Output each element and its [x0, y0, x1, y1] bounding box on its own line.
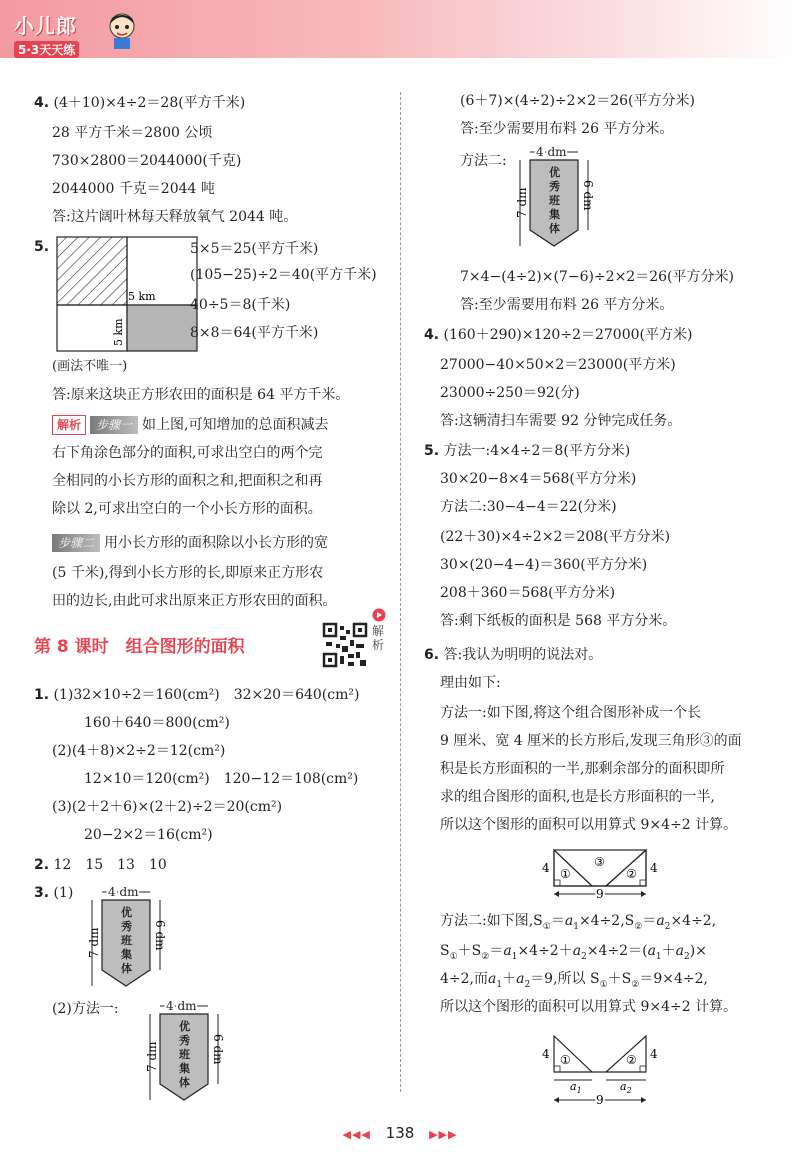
p3-part1: (1)	[53, 885, 74, 901]
fig2-a2: a	[620, 1080, 627, 1093]
p1-line5: (3)(2＋2＋6)×(2＋2)÷2＝20(cm²)	[52, 799, 283, 815]
banner2-top-label: 4 dm	[166, 999, 197, 1013]
analysis-a3: 全相同的小长方形的面积之和,把面积之和再	[52, 473, 323, 489]
banner2-char2: 秀	[179, 1034, 190, 1047]
analysis-tag: 解析	[52, 415, 86, 435]
logo	[14, 10, 79, 58]
mascot-icon	[104, 10, 140, 50]
banner3-char4: 集	[549, 208, 560, 221]
r-m1-line3: 7×4−(4÷2)×(7−6)÷2×2＝26(平方分米)	[460, 269, 734, 285]
q5-note: (画法不唯一)	[52, 359, 128, 374]
r-q6-method2-b: 所以这个图形的面积可以用算式 9×4÷2 计算。	[440, 999, 738, 1015]
banner1-right-label: 6 dm	[153, 920, 167, 951]
r-m1-answer2: 答:至少需要用布料 26 平方分米。	[460, 297, 674, 313]
play-icon	[372, 608, 386, 622]
banner2-char3: 班	[179, 1048, 190, 1061]
p1-line2: 160＋640＝800(cm²)	[84, 715, 230, 731]
r-q5-line5: 30×(20−4−4)＝360(平方分米)	[440, 557, 648, 573]
q5-calc3: 40÷5＝8(千米)	[190, 297, 291, 313]
footer-arrows-left: ◀◀◀	[342, 1128, 371, 1141]
banner-diagram-1	[80, 884, 180, 992]
r-q5-answer: 答:剩下纸板的面积是 568 平方分米。	[440, 613, 677, 629]
banner3-char5: 体	[549, 222, 560, 235]
banner1-left-label: 7 dm	[87, 927, 101, 958]
banner-diagram-3	[508, 144, 608, 252]
fig2-a1: a	[570, 1080, 577, 1093]
footer-arrows-right: ▶▶▶	[429, 1128, 458, 1141]
p2-answers: 12 15 13 10	[53, 857, 167, 873]
p1-line1: (1)32×10÷2＝160(cm²) 32×20＝640(cm²)	[53, 687, 360, 703]
banner3-char1: 优	[549, 166, 560, 179]
r-q4-line2: 27000−40×50×2＝23000(平方米)	[440, 357, 676, 373]
p1-line3: (2)(4＋8)×2÷2＝12(cm²)	[52, 743, 226, 759]
fig1-width: 9	[596, 887, 604, 901]
q4-line3: 730×2800＝2044000(千克)	[52, 153, 242, 169]
q4-line1: (4＋10)×4÷2＝28(平方千米)	[53, 95, 246, 111]
r-m1-answer1: 答:至少需要用布料 26 平方分米。	[460, 121, 674, 137]
analysis-b1: 用小长方形的面积除以小长方形的宽	[104, 535, 329, 551]
step1-badge: 步骤一	[90, 416, 138, 434]
p1-number: 1.	[34, 687, 50, 703]
banner3-top-label: 4 dm	[536, 145, 567, 159]
banner1-top-label: 4 dm	[108, 885, 139, 899]
p3-part2: (2)方法一:	[52, 1001, 119, 1017]
p1-line6: 20−2×2＝16(cm²)	[84, 827, 213, 843]
fig2-height-right: 4	[650, 1047, 658, 1061]
banner3-char2: 秀	[549, 180, 560, 193]
r-q6-line6: 求的组合图形的面积,也是长方形面积的一半,	[440, 789, 715, 805]
series-name: 5·3天天练	[14, 41, 79, 58]
r-q4-line3: 23000÷250＝92(分)	[440, 385, 580, 401]
step2-badge: 步骤二	[52, 534, 100, 552]
banner1-char1: 优	[121, 906, 132, 919]
analysis-a1: 如上图,可知增加的总面积减去	[142, 417, 329, 433]
banner1-char5: 体	[121, 962, 132, 975]
r-q6-line5: 积是长方形面积的一半,那剩余部分的面积即所	[440, 761, 725, 777]
brand-name: 小儿郎	[14, 14, 77, 38]
r-q5-line1: 方法一:4×4÷2＝8(平方分米)	[443, 443, 631, 459]
triangle-figure-2	[540, 1030, 660, 1110]
banner1-char4: 集	[121, 948, 132, 961]
fig2-height-left: 4	[542, 1047, 550, 1061]
r-q5-line3: 方法二:30−4−4＝22(分米)	[440, 499, 617, 515]
q5-number: 5.	[34, 239, 50, 255]
analysis-b3: 田的边长,由此可求出原来正方形农田的面积。	[52, 593, 337, 609]
r-q6-line7: 所以这个图形的面积可以用算式 9×4÷2 计算。	[440, 817, 738, 833]
r-q4-answer: 答:这辆清扫车需要 92 分钟完成任务。	[440, 413, 682, 429]
banner3-char3: 班	[549, 194, 560, 207]
r-q6-number: 6.	[424, 647, 440, 663]
banner2-right-label: 6 dm	[211, 1034, 225, 1065]
svg-text:a1	[570, 1080, 582, 1095]
analysis-b2: (5 千米),得到小长方形的长,即原来正方形农	[52, 565, 324, 581]
banner2-left-label: 7 dm	[145, 1041, 159, 1072]
q5-calc4: 8×8＝64(平方千米)	[190, 325, 319, 341]
banner2-char1: 优	[179, 1020, 190, 1033]
fig2-a2-sub: 2	[626, 1086, 632, 1095]
r-q6-line2: 理由如下:	[440, 675, 501, 691]
r-q4-line1: (160＋290)×120÷2＝27000(平方米)	[443, 327, 693, 343]
q4-line2: 28 平方千米＝2800 公顷	[52, 125, 213, 141]
p1-line4: 12×10＝120(cm²) 120−12＝108(cm²)	[84, 771, 359, 787]
r-q6-line4: 9 厘米、宽 4 厘米的长方形后,发现三角形③的面	[440, 733, 742, 749]
r-q6-method2-a: 方法二:如下图,S	[440, 913, 543, 929]
analysis-a2: 右下角涂色部分的面积,可求出空白的两个完	[52, 445, 323, 461]
r-q5-line2: 30×20−8×4＝568(平方分米)	[440, 471, 637, 487]
column-divider	[400, 92, 401, 1092]
r-method2-label: 方法二:	[460, 153, 507, 169]
qr-code-icon[interactable]	[322, 622, 368, 668]
r-q4-number: 4.	[424, 327, 440, 343]
p3-number: 3.	[34, 885, 50, 901]
q5-square-diagram	[56, 236, 202, 354]
banner1-char2: 秀	[121, 920, 132, 933]
fig2-width: 9	[596, 1093, 604, 1107]
r-m1-line1: (6＋7)×(4÷2)÷2×2＝26(平方分米)	[460, 93, 695, 109]
banner3-right-label: 6 dm	[581, 180, 595, 211]
q5-label-horizontal: 5 km	[128, 290, 156, 303]
page-footer	[0, 1124, 800, 1142]
banner-diagram-2	[138, 998, 238, 1106]
banner2-char5: 体	[179, 1076, 190, 1089]
page-number: 138	[385, 1124, 415, 1142]
r-q6-line3: 方法一:如下图,将这个组合图形补成一个长	[440, 705, 702, 721]
r-q5-line6: 208＋360＝568(平方分米)	[440, 585, 616, 601]
p2-number: 2.	[34, 857, 50, 873]
fig1-tri3: ③	[594, 855, 605, 869]
q5-answer: 答:原来这块正方形农田的面积是 64 平方千米。	[52, 387, 350, 403]
fig1-height-right: 4	[650, 861, 658, 875]
fig2-tri1: ①	[560, 1053, 571, 1067]
r-q5-line4: (22＋30)×4÷2×2＝208(平方分米)	[440, 529, 671, 545]
q5-label-vertical: 5 km	[112, 318, 125, 346]
svg-text:a2	[620, 1080, 632, 1095]
lesson-title: 第 8 课时 组合图形的面积	[34, 637, 245, 657]
qr-label: 解析	[372, 624, 385, 652]
q5-calc2: (105−25)÷2＝40(平方千米)	[190, 267, 377, 283]
fig2-tri2: ②	[626, 1053, 637, 1067]
r-q5-number: 5.	[424, 443, 440, 459]
banner1-char3: 班	[121, 934, 132, 947]
q5-calc1: 5×5＝25(平方千米)	[190, 241, 319, 257]
fig1-height-left: 4	[542, 861, 550, 875]
banner3-left-label: 7 dm	[515, 187, 529, 218]
q4-number: 4.	[34, 95, 50, 111]
fig1-tri2: ②	[626, 867, 637, 881]
q4-answer: 答:这片阔叶林每天释放氧气 2044 吨。	[52, 209, 298, 225]
fig2-a1-sub: 1	[576, 1086, 582, 1095]
banner2-char4: 集	[179, 1062, 190, 1075]
q4-line4: 2044000 千克＝2044 吨	[52, 181, 215, 197]
triangle-figure-1	[540, 846, 660, 902]
analysis-a4: 除以 2,可求出空白的一个小长方形的面积。	[52, 501, 322, 517]
fig1-tri1: ①	[560, 867, 571, 881]
r-q6-line1: 答:我认为明明的说法对。	[443, 647, 603, 663]
